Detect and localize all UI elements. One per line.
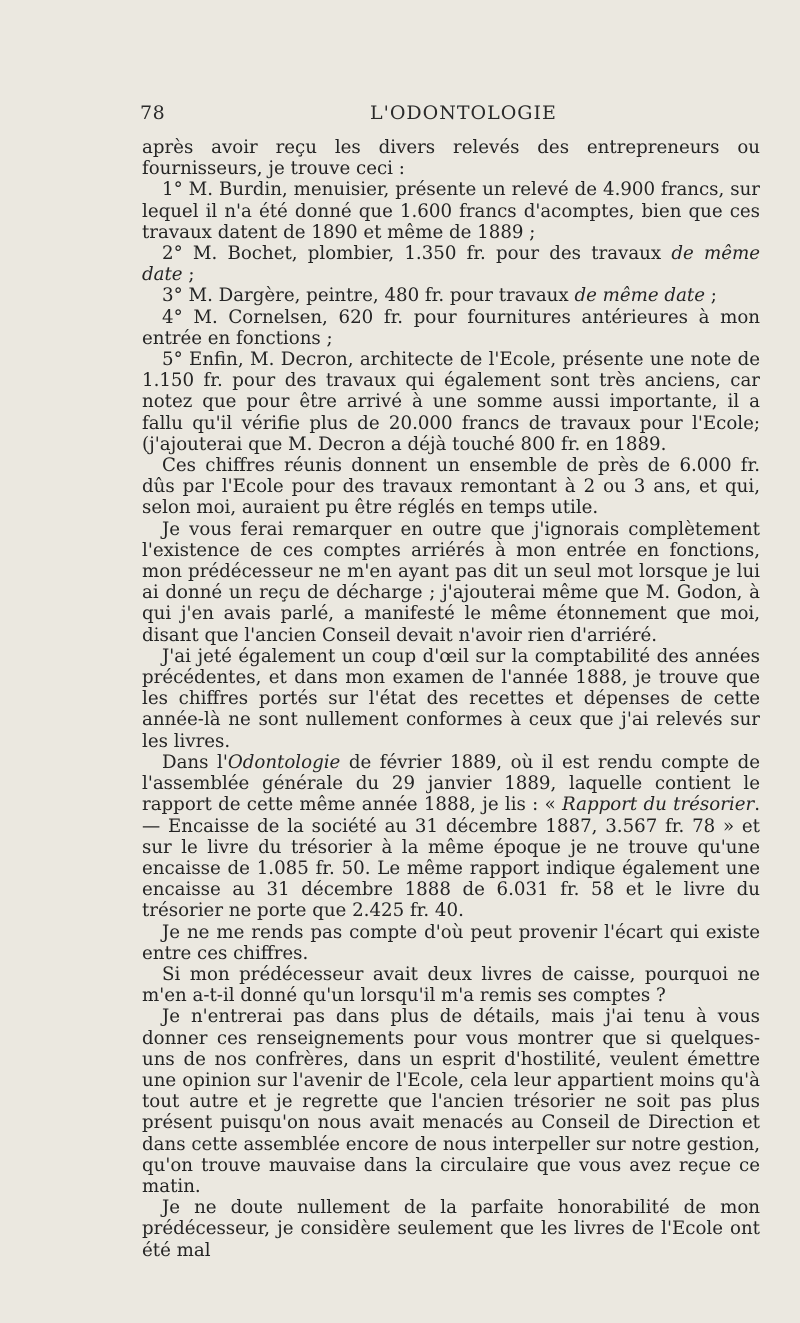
page-header (140, 102, 760, 132)
paragraph-5: 5° Enfin, M. Decron, architecte de l'Ecole, présente une note de 1.150 fr. pour des travaux qui également sont très anciens, car notez que pour être arrivé à une somme aussi importante, il a fallu qu'il vérifie plus de 20.000 francs de travaux pour l'Ecole; (j'ajouterai que M. Decron a déjà touché 800 fr. en 1889. (142, 349, 760, 455)
paragraph-6: Ces chiffres réunis donnent un ensemble de près de 6.000 fr. dûs par l'Ecole pour des travaux remontant à 2 ou 3 ans, et qui, selon moi, auraient pu être réglés en temps utile. (142, 455, 760, 519)
paragraph-1: 1° M. Burdin, menuisier, présente un relevé de 4.900 francs, sur lequel il n'a été donné que 1.600 francs d'acomptes, bien que ces travaux datent de 1890 et même de 1889 ; (142, 179, 760, 243)
paragraph-3: 3° M. Dargère, peintre, 480 fr. pour travaux de même date ; (162, 285, 717, 307)
running-title: L'ODONTOLOGIE (370, 102, 557, 124)
paragraph-8: J'ai jeté également un coup d'œil sur la comptabilité des années précédentes, et dans mon examen de l'année 1888, je trouve que les chiffres portés sur l'état des recettes et dépenses de cette année-là ne sont nullement conformes à ceux que j'ai relevés sur les livres. (142, 645, 760, 752)
paragraph-11: Si mon prédécesseur avait deux livres de caisse, pourquoi ne m'en a-t-il donné qu'un lorsqu'il m'a remis ses comptes ? (142, 963, 760, 1007)
paragraph-13: Je ne doute nullement de la parfaite honorabilité de mon prédécesseur, je considère seulement que les livres de l'Ecole ont été mal (142, 1197, 760, 1261)
paragraph-0: après avoir reçu les divers relevés des entrepreneurs ou fournisseurs, je trouve ceci : (142, 137, 760, 180)
paragraph-7: Je vous ferai remarquer en outre que j'ignorais complètement l'existence de ces comptes arriérés à mon entrée en fonctions, mon prédécesseur ne m'en ayant pas dit un seul mot lorsque je lui ai donné un reçu de décharge ; j'ajouterai même que M. Godon, à qui j'en avais parlé, a manifesté le même étonnement que moi, disant que l'ancien Conseil devait n'avoir rien d'arriéré. (142, 518, 760, 646)
paragraph-12: Je n'entrerai pas dans plus de détails, mais j'ai tenu à vous donner ces renseignements pour vous montrer que si quelques-uns de nos confrères, dans un esprit d'hostilité, veulent émettre une opinion sur l'avenir de l'Ecole, cela leur appartient moins qu'à tout autre et je regrette que l'ancien trésorier ne soit pas plus présent puisqu'on nous avait menacés au Conseil de Direction et dans cette assemblée encore de nous interpeller sur notre gestion, qu'on trouve mauvaise dans la circulaire que vous avez reçue ce matin. (142, 1006, 760, 1197)
body-text (142, 137, 760, 1261)
paragraph-2: 2° M. Bochet, plombier, 1.350 fr. pour des travaux de même date ; (142, 243, 760, 286)
paragraph-4: 4° M. Cornelsen, 620 fr. pour fournitures antérieures à mon entrée en fonctions ; (142, 306, 760, 349)
paragraph-10: Je ne me rends pas compte d'où peut provenir l'écart qui existe entre ces chiffres. (142, 921, 760, 964)
paragraph-9: Dans l'Odontologie de février 1889, où il est rendu compte de l'assemblée générale du 29 janvier 1889, laquelle contient le rapport de cette même année 1888, je lis : « Rapport du trésorier. — Encaisse de la société au 31 décembre 1887, 3.567 fr. 78 » et sur le livre du trésorier à la même époque je ne trouve qu'une encaisse de 1.085 fr. 50. Le même rapport indique également une encaisse au 31 décembre 1888 de 6.031 fr. 58 et le livre du trésorier ne porte que 2.425 fr. 40. (142, 751, 760, 922)
page-number: 78 (140, 102, 166, 124)
